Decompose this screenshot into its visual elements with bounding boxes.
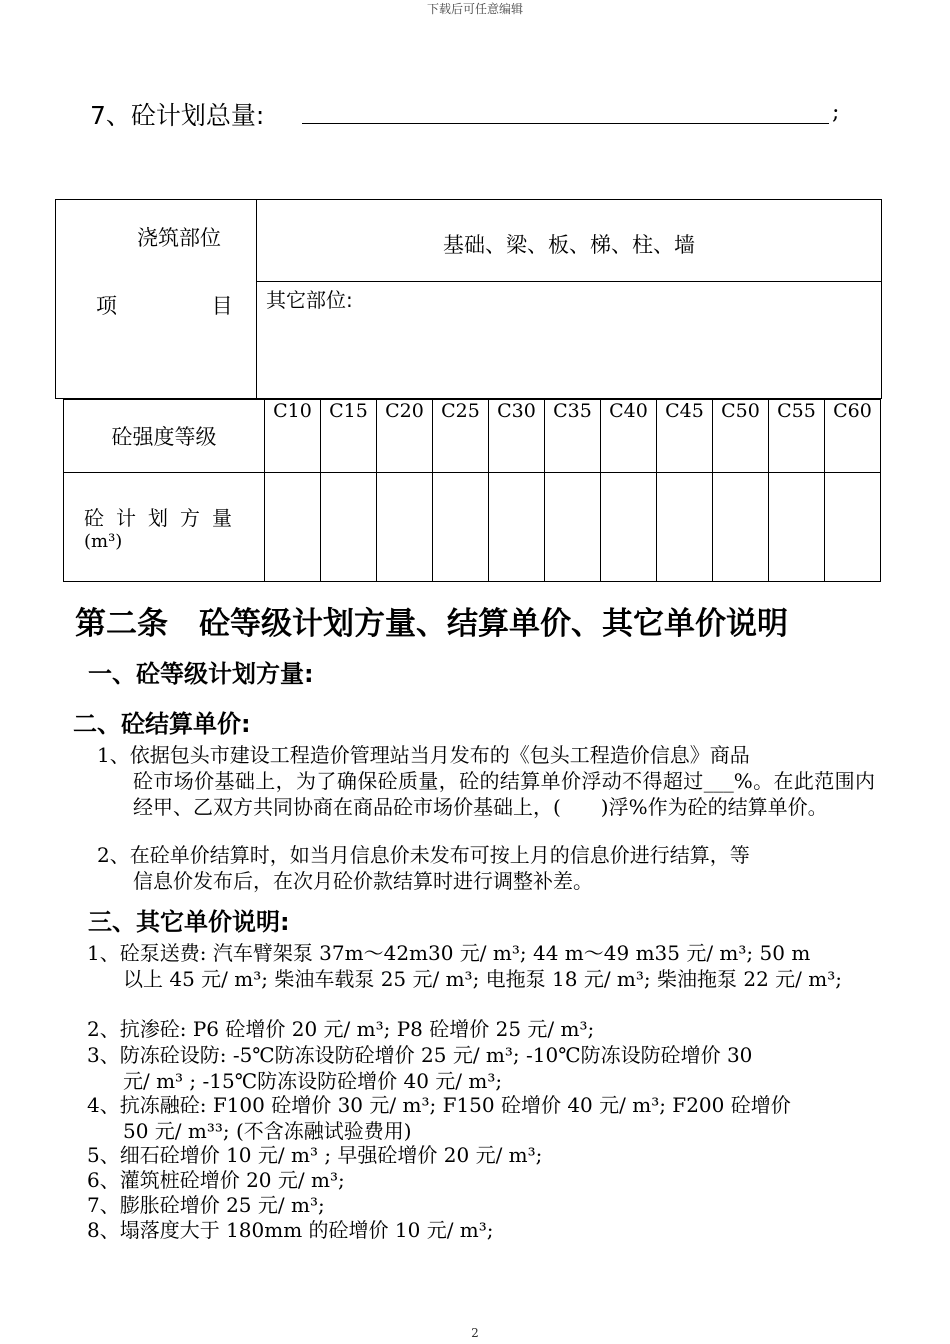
section-3-heading: 三、其它单价说明: — [88, 908, 290, 936]
pour-part-label: 浇筑部位 — [137, 226, 221, 250]
item-label: 项 目 — [96, 294, 277, 318]
grade-cell: C35 — [545, 400, 601, 473]
grade-cell: C20 — [377, 400, 433, 473]
settlement-clause-2 — [97, 842, 875, 894]
quantity-cell[interactable] — [769, 473, 825, 582]
quantity-cell[interactable] — [657, 473, 713, 582]
grade-table — [63, 399, 881, 582]
price-item-4 — [87, 1092, 879, 1144]
item-continuation: 元/ m³ ; -15℃防冻设防砼增价 40 元/ m³; — [123, 1069, 503, 1093]
header-note: 下载后可任意编辑 — [426, 2, 523, 16]
price-item-2: 2、抗渗砼: P6 砼增价 20 元/ m³; P8 砼增价 25 元/ m³; — [87, 1017, 595, 1041]
section-2-heading: 二、砼结算单价: — [73, 710, 251, 738]
total-volume-end: ; — [832, 100, 840, 125]
quantity-label — [64, 473, 265, 582]
grade-cell: C40 — [601, 400, 657, 473]
quantity-cell[interactable] — [377, 473, 433, 582]
pour-parts-value: 基础、梁、板、梯、柱、墙 — [443, 233, 695, 257]
price-item-7: 7、膨胀砼增价 25 元/ m³; — [87, 1193, 325, 1217]
quantity-cell[interactable] — [489, 473, 545, 582]
grade-row — [64, 400, 881, 473]
page-number: 2 — [471, 1326, 479, 1340]
price-item-1 — [87, 940, 879, 992]
quantity-cell[interactable] — [433, 473, 489, 582]
quantity-cell[interactable] — [265, 473, 321, 582]
section-1-heading: 一、砼等级计划方量: — [88, 660, 314, 688]
grade-cell: C10 — [265, 400, 321, 473]
quantity-label-text: 砼计划方量 — [84, 506, 244, 530]
item-line: 3、防冻砼设防: -5℃防冻设防砼增价 25 元/ m³; -10℃防冻设防砼增价 30 — [87, 1043, 753, 1067]
clause-continuation: 信息价发布后，在次月砼价款结算时进行调整补差。 — [133, 869, 593, 893]
item-continuation: 50 元/ m³³; (不含冻融试验费用) — [123, 1119, 412, 1143]
item-line: 4、抗冻融砼: F100 砼增价 30 元/ m³; F150 砼增价 40 元/ m³; F200 砼增价 — [87, 1093, 791, 1117]
grade-label: 砼强度等级 — [64, 400, 265, 473]
quantity-row — [64, 473, 881, 582]
price-item-3 — [87, 1042, 879, 1094]
grade-cell: C45 — [657, 400, 713, 473]
quantity-cell[interactable] — [825, 473, 881, 582]
total-volume-blank[interactable] — [302, 123, 829, 124]
quantity-cell[interactable] — [601, 473, 657, 582]
price-item-8: 8、塌落度大于 180mm 的砼增价 10 元/ m³; — [87, 1218, 494, 1242]
price-item-6: 6、灌筑桩砼增价 20 元/ m³; — [87, 1168, 345, 1192]
quantity-cell[interactable] — [713, 473, 769, 582]
quantity-cell[interactable] — [321, 473, 377, 582]
clause-line: 1、依据包头市建设工程造价管理站当月发布的《包头工程造价信息》商品 — [97, 743, 750, 767]
quantity-unit: (m³) — [84, 531, 123, 552]
article-title: 第二条 砼等级计划方量、结算单价、其它单价说明 — [75, 606, 788, 642]
grade-cell: C55 — [769, 400, 825, 473]
grade-cell: C15 — [321, 400, 377, 473]
price-item-5: 5、细石砼增价 10 元/ m³ ; 早强砼增价 20 元/ m³; — [87, 1143, 543, 1167]
table-divider — [256, 281, 882, 282]
item-continuation: 以上 45 元/ m³; 柴油车载泵 25 元/ m³; 电拖泵 18 元/ m³; 柴油拖泵 22 元/ m³; — [123, 967, 842, 991]
clause-line: 2、在砼单价结算时，如当月信息价未发布可按上月的信息价进行结算，等 — [97, 843, 750, 867]
grade-cell: C60 — [825, 400, 881, 473]
grade-cell: C50 — [713, 400, 769, 473]
grade-cell: C25 — [433, 400, 489, 473]
settlement-clause-1 — [97, 742, 875, 820]
quantity-cell[interactable] — [545, 473, 601, 582]
other-parts-label: 其它部位: — [266, 288, 353, 312]
clause-continuation: 砼市场价基础上，为了确保砼质量，砼的结算单价浮动不得超过___%。在此范围内经甲、乙双方共同协商在商品砼市场价基础上，( )浮%作为砼的结算单价。 — [133, 769, 875, 819]
grade-cell: C30 — [489, 400, 545, 473]
total-volume-label: 7、砼计划总量: — [90, 101, 265, 130]
item-line: 1、砼泵送费: 汽车臂架泵 37m～42m30 元/ m³; 44 m～49 m35 元/ m³; 50 m — [87, 941, 811, 965]
